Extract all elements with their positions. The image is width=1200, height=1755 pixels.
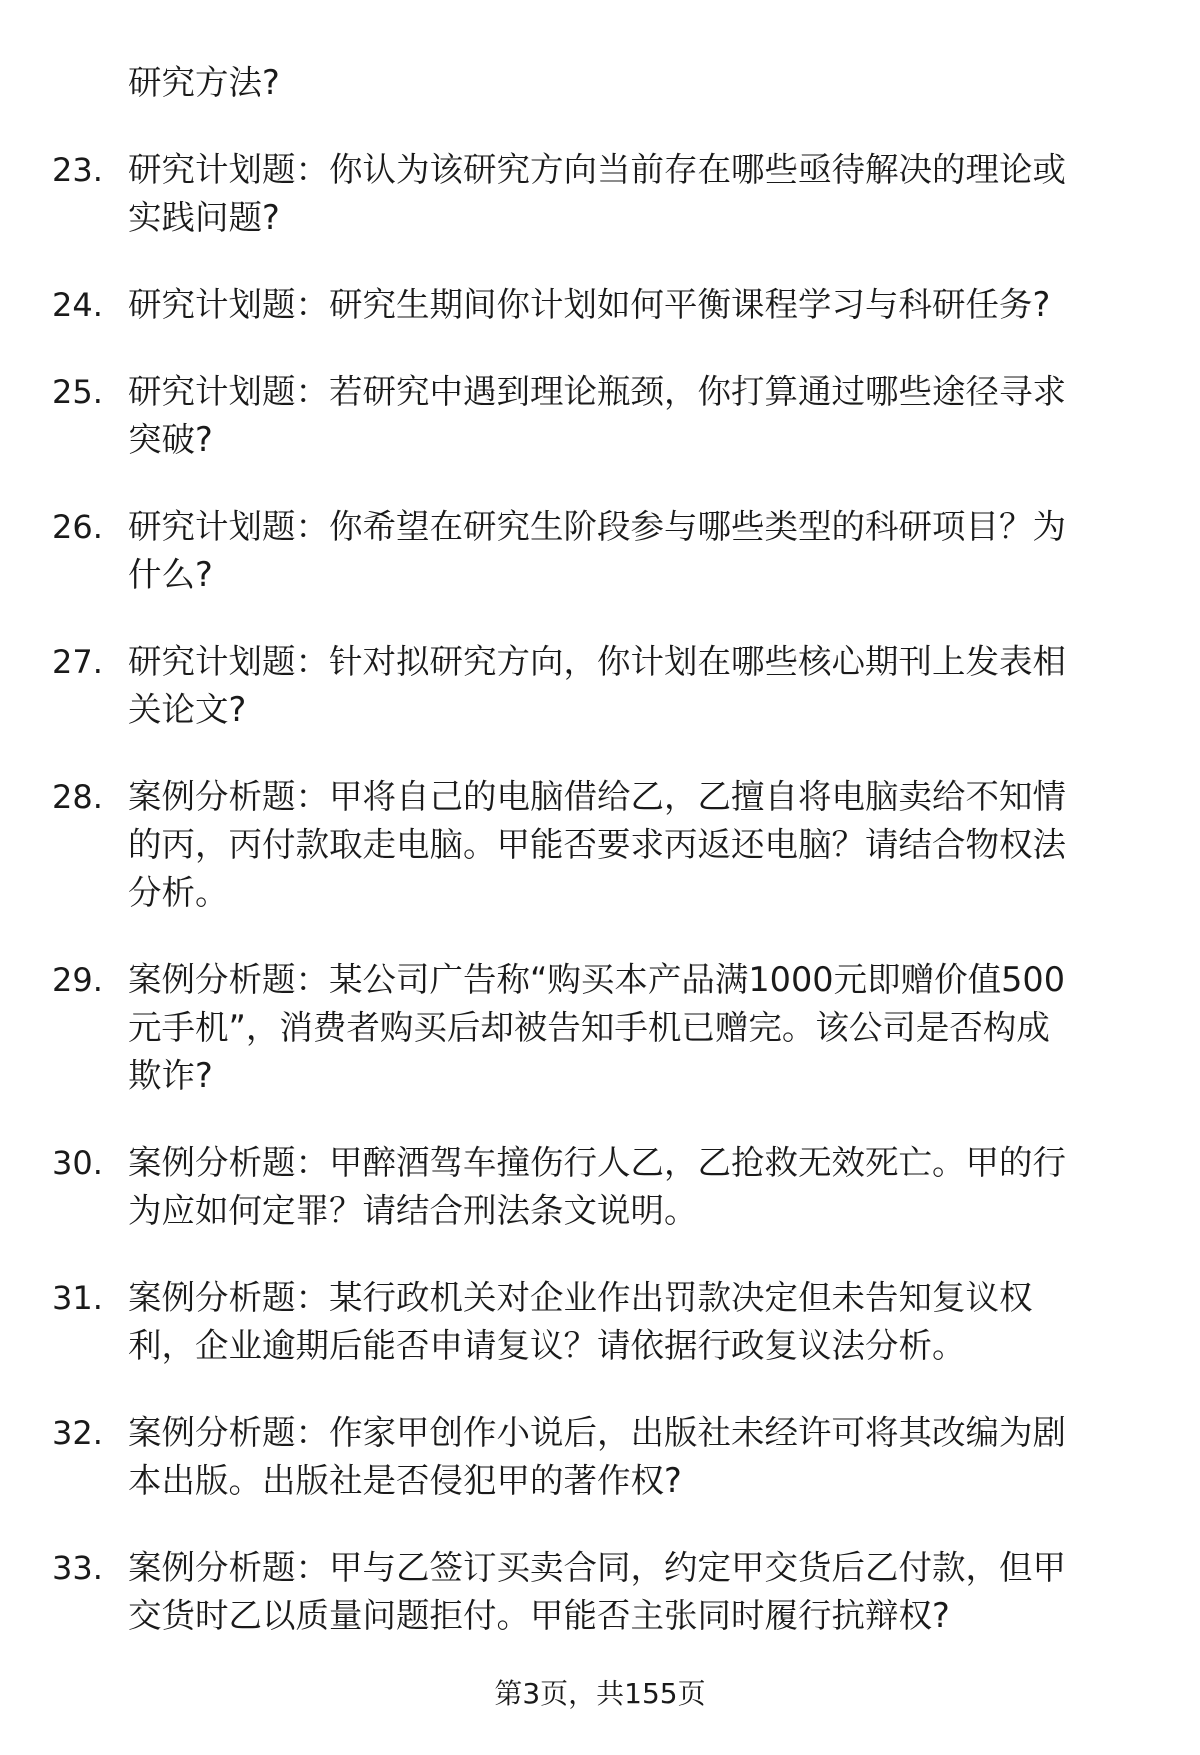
question-text-line: 案例分析题：作家甲创作小说后，出版社未经许可将其改编为剧 [128, 1413, 1066, 1452]
question-text-line: 欺诈? [128, 1056, 213, 1095]
question-number: 29. [52, 961, 103, 999]
question-item [0, 503, 1200, 599]
question-text-line: 案例分析题：某行政机关对企业作出罚款决定但未告知复议权 [128, 1278, 1033, 1317]
question-list [0, 59, 1200, 1679]
question-number: 30. [52, 1144, 103, 1182]
question-item [0, 59, 1200, 107]
question-text-line: 案例分析题：甲与乙签订买卖合同，约定甲交货后乙付款，但甲 [128, 1548, 1066, 1587]
question-number: 26. [52, 508, 103, 546]
page-number: 第3页，共155页 [494, 1677, 706, 1710]
question-text-line: 突破? [128, 420, 213, 459]
question-text-line: 分析。 [128, 873, 229, 912]
question-text-line: 案例分析题：甲醉酒驾车撞伤行人乙，乙抢救无效死亡。甲的行 [128, 1143, 1066, 1182]
question-item [0, 638, 1200, 734]
question-text-line: 什么? [128, 555, 213, 594]
question-text-line: 关论文? [128, 690, 247, 729]
question-text-line: 本出版。出版社是否侵犯甲的著作权? [128, 1461, 682, 1500]
question-item [0, 1274, 1200, 1370]
question-item [0, 368, 1200, 464]
question-item [0, 1544, 1200, 1640]
question-text-line: 研究计划题：针对拟研究方向，你计划在哪些核心期刊上发表相 [128, 642, 1066, 681]
question-text-line: 元手机”，消费者购买后却被告知手机已赠完。该公司是否构成 [128, 1008, 1050, 1047]
question-text-line: 为应如何定罪？请结合刑法条文说明。 [128, 1191, 698, 1230]
question-number: 25. [52, 373, 103, 411]
question-item [0, 773, 1200, 917]
question-text-line: 案例分析题：甲将自己的电脑借给乙，乙擅自将电脑卖给不知情 [128, 777, 1066, 816]
question-item [0, 1409, 1200, 1505]
question-text-line: 交货时乙以质量问题拒付。甲能否主张同时履行抗辩权? [128, 1596, 950, 1635]
question-text-line: 研究方法? [128, 63, 280, 102]
question-number: 32. [52, 1414, 103, 1452]
question-text-line: 实践问题? [128, 198, 280, 237]
question-text-line: 利，企业逾期后能否申请复议？请依据行政复议法分析。 [128, 1326, 966, 1365]
question-number: 33. [52, 1549, 103, 1587]
question-text-line: 的丙，丙付款取走电脑。甲能否要求丙返还电脑？请结合物权法 [128, 825, 1066, 864]
question-item [0, 956, 1200, 1100]
question-text-line: 研究计划题：研究生期间你计划如何平衡课程学习与科研任务? [128, 285, 1051, 324]
question-text-line: 研究计划题：你希望在研究生阶段参与哪些类型的科研项目？为 [128, 507, 1066, 546]
question-number: 28. [52, 778, 103, 816]
question-text-line: 案例分析题：某公司广告称“购买本产品满1000元即赠价值500 [128, 960, 1066, 999]
question-number: 31. [52, 1279, 103, 1317]
question-item [0, 1139, 1200, 1235]
question-text-line: 研究计划题：你认为该研究方向当前存在哪些亟待解决的理论或 [128, 150, 1066, 189]
question-item [0, 281, 1200, 329]
question-number: 23. [52, 151, 103, 189]
question-number: 24. [52, 286, 103, 324]
question-text-line: 研究计划题：若研究中遇到理论瓶颈，你打算通过哪些途径寻求 [128, 372, 1066, 411]
question-item [0, 146, 1200, 242]
question-number: 27. [52, 643, 103, 681]
